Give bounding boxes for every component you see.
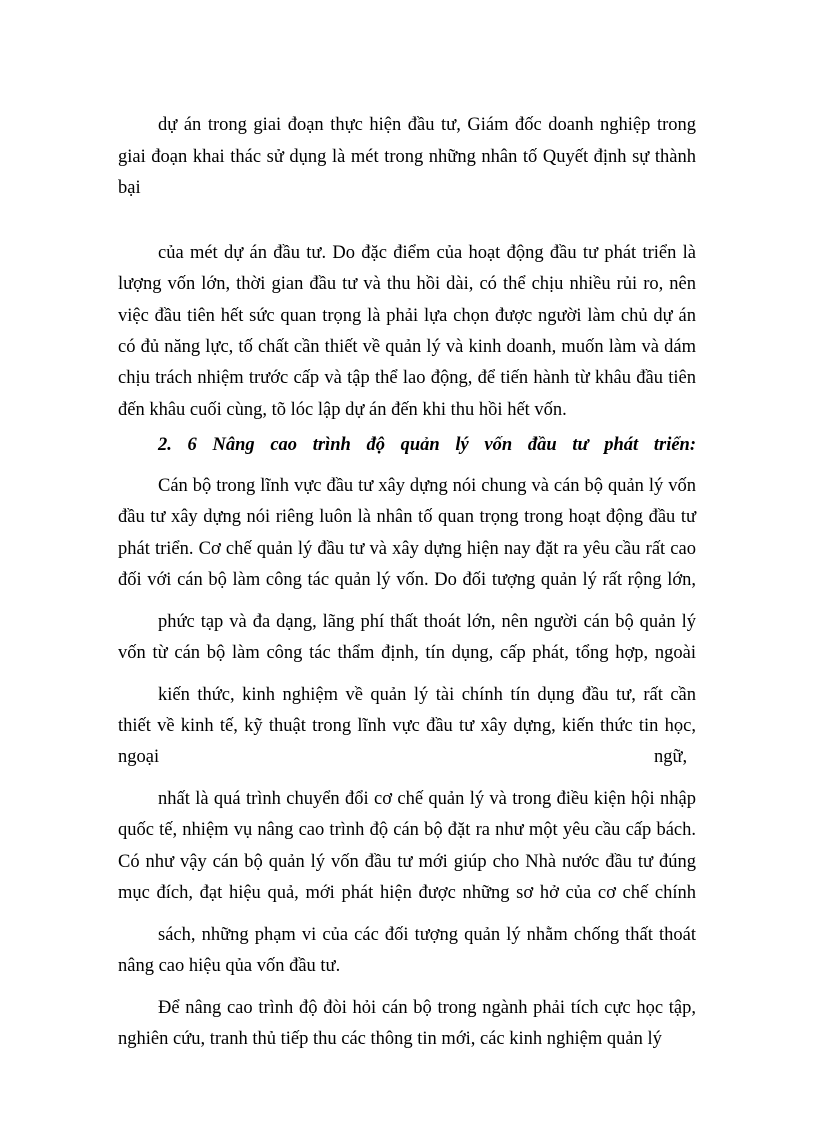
text-line: dự án trong giai đoạn thực hiện đầu tư, Giám đốc doanh nghiệp trong: [158, 115, 696, 135]
text-line: nghiên cứu, tranh thủ tiếp thu các thông tin mới, các kinh nghiệm quản lý: [118, 1029, 662, 1049]
text-line: việc đầu tiên hết sức quan trọng là phải lựa chọn được người làm chủ dự án: [118, 306, 696, 326]
text-line: Để nâng cao trình độ đòi hỏi cán bộ trong ngành phải tích cực học tập,: [158, 998, 696, 1018]
section-heading: 2. 6 Nâng cao trình độ quản lý vốn đầu tư phát triển:: [158, 435, 696, 455]
text-line: phát triển. Cơ chế quản lý đầu tư và xây dựng hiện nay đặt ra yêu cầu rất cao: [118, 539, 696, 559]
text-line: sách, những phạm vi của các đối tượng quản lý nhằm chống thất thoát: [158, 925, 696, 945]
text-line: mục đích, đạt hiệu quả, mới phát hiện được những sơ hở của cơ chế chính: [118, 883, 696, 903]
text-line: ngoại: [118, 747, 160, 767]
text-line: đến khâu cuối cùng, tõ lóc lập dự án đến khi thu hồi hết vốn.: [118, 400, 567, 420]
text-line: Có như vậy cán bộ quản lý vốn đầu tư mới giúp cho Nhà nước đầu tư đúng: [118, 852, 696, 872]
text-line: vốn từ cán bộ làm công tác thẩm định, tín dụng, cấp phát, tổng hợp, ngoài: [118, 643, 696, 663]
text-line: đầu tư xây dựng nói riêng luôn là nhân tố quan trọng trong hoạt động đầu tư: [118, 507, 696, 527]
text-line: Cán bộ trong lĩnh vực đầu tư xây dựng nói chung và cán bộ quản lý vốn: [158, 476, 696, 496]
text-line: chịu trách nhiệm trước cấp và tập thể lao động, để tiến hành từ khâu đầu tiên: [118, 368, 696, 388]
text-line: quốc tế, nhiệm vụ nâng cao trình độ cán bộ đặt ra như một yêu cầu cấp bách.: [118, 820, 696, 840]
text-line: bại: [118, 178, 141, 198]
text-line: của mét dự án đầu tư. Do đặc điểm của hoạt động đầu tư phát triển là: [158, 243, 696, 263]
text-line: phức tạp và đa dạng, lãng phí thất thoát lớn, nên người cán bộ quản lý: [158, 612, 696, 632]
text-line: nhất là quá trình chuyển đổi cơ chế quản lý và trong điều kiện hội nhập: [158, 789, 696, 809]
text-line: đối với cán bộ làm công tác quản lý vốn. Do đối tượng quản lý rất rộng lớn,: [118, 570, 696, 590]
text-line: thiết về kinh tế, kỹ thuật trong lĩnh vực đầu tư xây dựng, kiến thức tin học,: [118, 716, 696, 736]
text-line: nâng cao hiệu qủa vốn đầu tư.: [118, 956, 341, 976]
text-line: giai đoạn khai thác sử dụng là mét trong những nhân tố Quyết định sự thành: [118, 147, 696, 167]
text-line: có đủ năng lực, tố chất cần thiết về quản lý và kinh doanh, muốn làm và dám: [118, 337, 696, 357]
text-line: ngữ,: [654, 747, 688, 767]
text-line: lượng vốn lớn, thời gian đầu tư và thu hồi dài, có thể chịu nhiều rủi ro, nên: [118, 274, 696, 294]
text-line: kiến thức, kinh nghiệm về quản lý tài chính tín dụng đầu tư, rất cần: [158, 685, 696, 705]
